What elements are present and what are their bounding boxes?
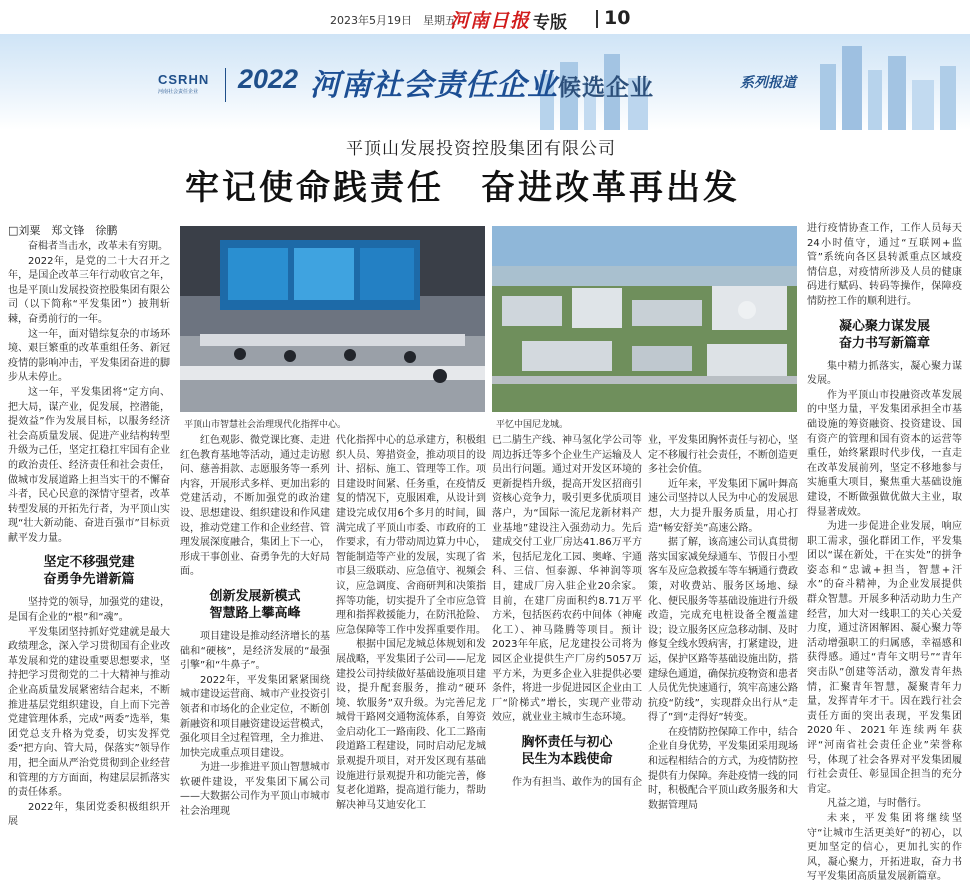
article-column-1 bbox=[8, 240, 170, 830]
banner-title-sub: 候选企业 bbox=[558, 74, 654, 101]
subheading-line: 智慧路上攀高峰 bbox=[209, 605, 301, 621]
paragraph: 坚持党的领导，加强党的建设，是国有企业的“根”和“魂”。 bbox=[8, 597, 170, 624]
article-column-5 bbox=[648, 434, 798, 813]
paragraph: 作为有担当、敢作为的国有企 bbox=[512, 776, 642, 788]
paragraph: 为进一步推进平顶山智慧城市软硬件建设，平发集团下属公司——大数据公司作为平顶山市城市社会治理现 bbox=[180, 762, 330, 818]
paragraph: 凡益之道，与时偕行。 bbox=[827, 798, 927, 810]
article-headline: 牢记使命践责任 奋进改革再出发 bbox=[185, 168, 740, 208]
banner-title bbox=[310, 60, 654, 104]
paragraph: 2022年，是党的二十大召开之年，是国企改革三年行动收官之年，也是平顶山发展投资控股集团有限公司（以下简称“平发集团”）披荆斩棘，奋勇前行的一年。 bbox=[8, 255, 170, 325]
paragraph: 进行疫情协查工作，工作人员每天24小时值守，通过“互联网+监管”系统向各区县转派重点区域疫情信息，对疫情所涉及人员的健康码进行赋码、转码等操作，保障疫情防控工作的顺利进行。 bbox=[807, 223, 962, 307]
banner-title-main: 河南社会责任企业 bbox=[310, 68, 558, 103]
nylon-city-photo bbox=[492, 226, 797, 412]
header-divider bbox=[596, 10, 598, 28]
article-column-2 bbox=[180, 434, 330, 820]
paragraph: 这一年，平发集团将“定方向、把大局，谋产业，促发展，控潜能，提效益”作为发展目标，以服务经济社会高质量发展、促进产业结构转型升级为己任，坚定扛稳扛牢国有企业的政治责任、经济责任和社会责任，做城市发展道路上担当实干的不懈奋斗者，民心民意的深情守望者，改革转型发展的开拓先行者，为平顶山实现“壮大新动能、奋进百强市”目标贡献平发力量。 bbox=[8, 386, 170, 544]
banner-divider bbox=[225, 68, 226, 102]
paragraph: 据了解，该高速公司认真贯彻落实国家减免绿通车、节假日小型客车及应急救援车等车辆通行费政策，对收费站、服务区场地、绿化、便民服务等基础设施进行升级改造，完成充电桩设备全覆盖建设；设立服务区应急移动制、及时修复全线水毁病害，打紧建设，进运，保护区路等基础设施出防，搭建绿色通道，确保抗疫物资和患者人员优先快速通行，筑牢高速公路抗疫“防线”，实现群众出行从“走得了”到“走得好”转变。 bbox=[648, 537, 798, 724]
series-banner bbox=[0, 34, 970, 130]
issue-date: 2023年5月19日 星期五 bbox=[330, 14, 456, 27]
subheading-line: 创新发展新模式 bbox=[209, 588, 301, 604]
page-number: 10 bbox=[604, 7, 631, 29]
csrhn-mark bbox=[158, 72, 209, 95]
paragraph: 根据中国尼龙城总体规划和发展战略，平发集团子公司——尼龙建投公司持续做好基础设施项目建设，提升配套服务，推动“硬环境、软服务”双升级。为完善尼龙城骨干路网交通物流体系，自筹资金启动化工一路南段、化工二路南段道路工程建设，同时启动尼龙城景观提升项目，对开发区现有基础设施进行景观提升和功能完善，修复老化道路，提高道行能力，帮助解决神马艾迪安化工 bbox=[336, 639, 486, 811]
newspaper-logo: 河南日报 bbox=[450, 10, 531, 32]
paragraph: 代化指挥中心的总承建方，积极组织人员、筹措资金，推动项目的设计、招标、施工、管理等工作。项目建设时间紧、任务重，在疫情反复的情况下，克服困难，从设计到建设完成仅用6个多月的时间，圆满完成了平顶山市委、市政府的工作要求，有力带动周边算力中心，智能制造等产业的发展，实现了省市县三级联动、应急值守、视频会议，应急调度、舍商研判和决策指挥等功能，切实提升了全市应急管理和指挥救援能力，在防汛抢险、应急保障等工作中发挥重要作用。 bbox=[336, 435, 486, 636]
photo-caption: 平顶山市智慧社会治理现代化指挥中心。 bbox=[184, 420, 347, 430]
section-subheading bbox=[180, 588, 330, 622]
paragraph: 业，平发集团胸怀责任与初心，坚定不移履行社会责任，不断创造更多社会价值。 bbox=[648, 435, 798, 476]
subheading-line: 坚定不移强党建 bbox=[43, 555, 135, 571]
paragraph: 这一年，面对错综复杂的市场环境、艰巨繁重的改革重组任务、新冠疫情的影响冲击，平发集团奋进的脚步从未停止。 bbox=[8, 328, 170, 384]
section-subheading bbox=[807, 318, 962, 352]
paragraph: 为进一步促进企业发展，响应职工需求，强化群团工作，平发集团以“谋在新处，干在实处”的拼争姿态和“忠诚+担当，智慧+汗水”的奋斗精神，为企业发展提供群众智慧。开展多种活动助力生产经营，加大对一线职工的关心关爱力度，通过济困解困、凝心聚力等活动增强职工的归属感，幸福感和获得感。通过“青年文明号”“青年突击队”创建等活动，激发青年热情，汇聚青年智慧，凝聚青年力量，发挥青年才干。因在践行社会责任方面的突出表现，平发集团2020年、2021年连续两年获评“河南省社会责任企业”荣誉称号，体现了社会各界对平发集团履行社会责任、彰显国企担当的充分肯定。 bbox=[807, 521, 962, 795]
paragraph: 在疫情防控保障工作中，结合企业自身优势，平发集团采用现场和远程相结合的方式，为疫情防控提供有力保障。奔赴疫情一线的同时，积极配合平顶山政务服务和大数据管理局 bbox=[648, 726, 798, 811]
paragraph: 2022年，平发集团紧紧围绕城市建设运营商、城市产业投资引领者和市场化的企业定位，不断创新融资和项目融资建设运营模式，强化项目全过程管理，全力推进、加快完成重点项目建设。 bbox=[180, 674, 330, 759]
paragraph: 已二腈生产线、神马氢化学公司等周边拆迁等多个企业生产运输及人员出行问题。通过对开发区环境的更新提档升级，提高开发区招商引资核心竞争力，吸引更多优质项目落户，为“国际一流尼龙新材料产业基地”建设注入强劲动力。先后建成交付工业厂房达41.86万平方米，包括尼龙化工园、奥峰、宇通科、三信、恒泰源、华神润等项目，建成厂房入驻企业20余家。目前，在建厂房面积约8.71万平方米，包括医药农药中间体（神庵化工）、神马隆腾等项目。预计2023年年底，尼龙建投公司将为园区企业提供生产厂房约5057万平方米，为更多企业入驻提供必要条件，将进一步促进园区企业由工厂“阶梯式”增长，实现产业带动效应，就业业主城市生态环境。 bbox=[492, 435, 642, 724]
section-subheading bbox=[492, 734, 642, 768]
paragraph: 近年来，平发集团下属叶舞高速公司坚持以人民为中心的发展思想，大力提升服务质量，用心打造“畅安舒美”高速公路。 bbox=[648, 478, 798, 534]
article-byline: □刘粟 郑文锋 徐鹏 bbox=[8, 224, 118, 237]
article-column-3 bbox=[336, 434, 486, 813]
paragraph: 项目建设是推动经济增长的基础和“硬核”，是经济发展的“最强引擎”和“牛鼻子”。 bbox=[180, 630, 330, 672]
subheading-line: 奋力书写新篇章 bbox=[838, 335, 930, 351]
paragraph: 集中精力抓落实，凝心聚力谋发展。 bbox=[807, 360, 962, 387]
subheading-line: 奋勇争先谱新篇 bbox=[43, 572, 135, 588]
section-name: 专版 bbox=[533, 13, 567, 33]
paragraph: 作为平顶山市投融资改革发展的中坚力量，平发集团承担全市基础设施的筹资融资、投资建设、国有资产的管理和国有资本的运营等重任，始终紧跟时代步伐，一直走在改革发展前列，坚定不移地参与实施重大项目，聚焦重大基础设施建设，不断做强做优做大主业，取得显著成效。 bbox=[807, 389, 962, 518]
article-column-4 bbox=[492, 434, 642, 790]
paragraph: 红色观影、微党课比赛、走进红色教育基地等活动，通过走访慰问、慈善捐款、志愿服务等一系列内容，开展形式多样、更加出彩的党建活动，不断加强党的政治建设、思想建设、组织建设和作风建设，推动党建工作和企业经营、管理发展深度融合，集团上下一心，形成干事创业、奋勇争先的大好局面。 bbox=[180, 435, 330, 578]
photo-caption: 平忆中国尼龙城。 bbox=[496, 420, 569, 430]
command-center-photo bbox=[180, 226, 485, 412]
csrhn-sublabel: 河南社会责任企业 bbox=[158, 89, 199, 95]
paragraph: 平发集团坚持抓好党建就是最大政绩理念，深入学习贯彻国有企业改革发展和党的建设重要思想要求，坚持把学习贯彻党的二十大精神与推动企业高质量发展紧密结合起来，不断推进基层党组织建设，自上而下完善党建管理体系，完成“两委”选举，集团党总支升格为党委，切实发挥党委“把方向、管大局，保落实”领导作用，把全面从严治党贯彻到企业经营和管理的方方面面，构建层层抓落实的责任体系。 bbox=[8, 626, 170, 799]
subheading-line: 民生为本践使命 bbox=[521, 751, 613, 767]
banner-year: 2022 bbox=[238, 64, 299, 94]
paragraph: 奋楫者当击水，改革未有穷期。 bbox=[28, 241, 168, 252]
csrhn-label: CSRHN bbox=[158, 72, 210, 87]
article-column-6 bbox=[807, 222, 962, 885]
section-subheading bbox=[8, 554, 170, 588]
page-header bbox=[0, 0, 970, 34]
subheading-line: 凝心聚力谋发展 bbox=[838, 318, 930, 334]
subheading-line: 胸怀责任与初心 bbox=[521, 734, 613, 750]
paragraph: 未来，平发集团将继续坚守“让城市生活更美好”的初心，以更加坚定的信心，更加扎实的作风，凝心聚力，开拓进取，奋力书写平发集团高质量发展新篇章。 bbox=[807, 812, 962, 883]
company-name: 平顶山发展投资控股集团有限公司 bbox=[346, 139, 616, 159]
paragraph: 2022年，集团党委积极组织开展 bbox=[8, 801, 170, 828]
series-report-label: 系列报道 bbox=[740, 75, 796, 91]
